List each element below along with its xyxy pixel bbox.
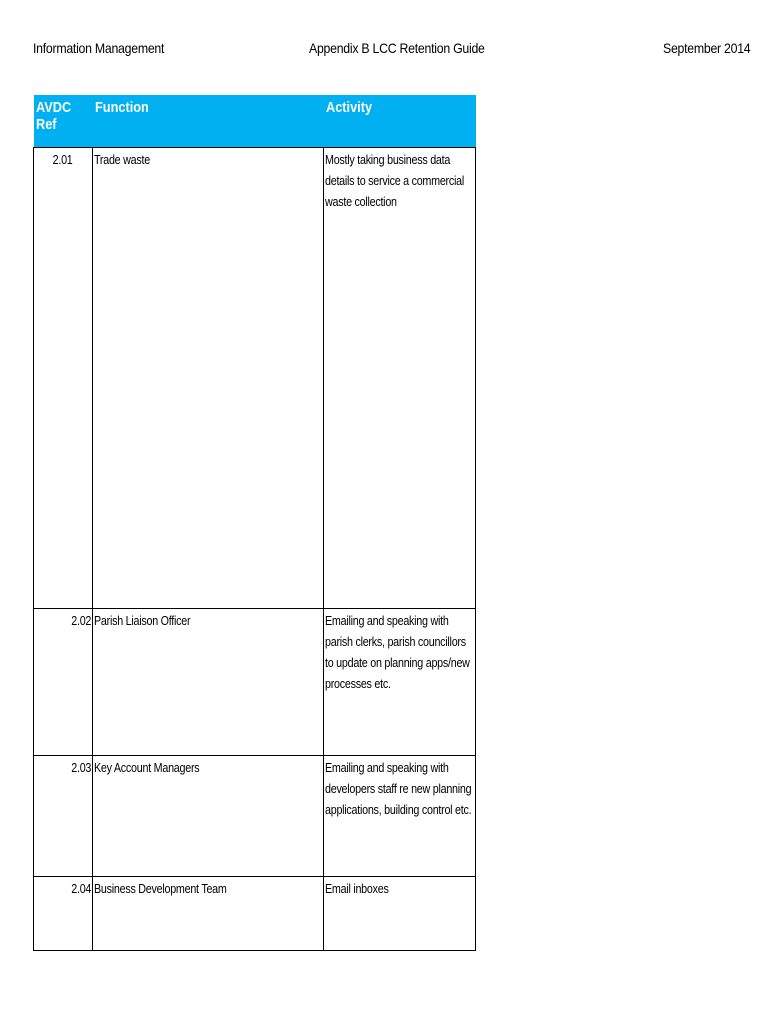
cell-ref: 2.03 <box>34 755 93 876</box>
cell-activity: Emailing and speaking with parish clerks, parish councillors to update on planning apps/new processes etc. <box>324 608 476 755</box>
cell-function: Key Account Managers <box>93 755 324 876</box>
column-header-ref: AVDC Ref <box>34 95 93 147</box>
table-row <box>34 876 476 950</box>
cell-activity: Emailing and speaking with developers staff re new planning applications, building control etc. <box>324 755 476 876</box>
cell-function: Trade waste <box>93 147 324 608</box>
column-header-activity: Activity <box>324 95 476 147</box>
table-row <box>34 608 476 755</box>
header-left: Information Management <box>33 40 165 56</box>
cell-ref: 2.04 <box>34 876 93 950</box>
table-row <box>34 147 476 608</box>
header-date: September 2014 <box>663 40 751 56</box>
cell-activity: Email inboxes <box>324 876 476 950</box>
header-center-title: Appendix B LCC Retention Guide <box>309 40 485 56</box>
cell-ref: 2.01 <box>34 147 93 608</box>
cell-ref: 2.02 <box>34 608 93 755</box>
cell-activity: Mostly taking business data details to service a commercial waste collection <box>324 147 476 608</box>
cell-function: Business Development Team <box>93 876 324 950</box>
table-header-row <box>34 95 476 147</box>
column-header-function: Function <box>93 95 324 147</box>
retention-table <box>33 95 476 951</box>
table-row <box>34 755 476 876</box>
cell-function: Parish Liaison Officer <box>93 608 324 755</box>
